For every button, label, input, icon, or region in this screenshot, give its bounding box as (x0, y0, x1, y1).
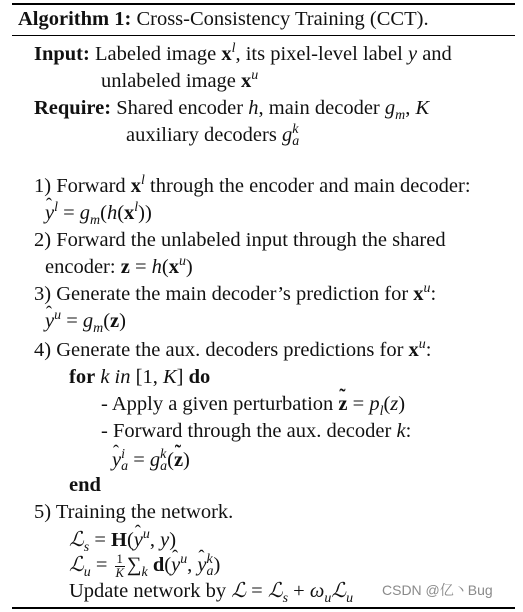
require-line-2: auxiliary decoders g k a (126, 121, 300, 150)
title-rule (12, 35, 515, 36)
step-2-line-1 (34, 228, 446, 252)
require-text-a: Shared encoder (116, 97, 249, 119)
loop-step-2: - Forward through the aux. decoder k: (101, 420, 412, 442)
loop-step-2-text: - Forward through the aux. decoder (101, 420, 397, 442)
step-3: 3) Generate the main decoder’s prediction for $x^u$: (34, 281, 437, 305)
require-text-d: auxiliary decoders (126, 124, 282, 146)
input-label: Input: (34, 43, 90, 65)
step-1-text-b: through the encoder and main decoder: (144, 175, 471, 197)
step-5-text: 5) Training the network. (34, 501, 234, 523)
in-keyword: in (114, 366, 131, 388)
algorithm-name: Cross-Consistency Training (CCT). (136, 8, 429, 30)
algorithm-label: Algorithm 1: (18, 8, 132, 30)
input-text-b: , its pixel-level label (235, 43, 408, 65)
end-keyword: end (69, 474, 101, 496)
input-text-d: unlabeled image (101, 70, 242, 92)
loop-step-1-text: - Apply a given perturbation (101, 393, 339, 415)
require-line-1: Require: Shared encoder h, main decoder $g_m$, K (34, 97, 430, 124)
update-line: Update network by ℒ = ℒ$_s$ + $\omega_uℒ_u$ (69, 578, 354, 607)
for-loop: for k in [1, K] do (69, 366, 211, 388)
step-1: 1) Forward $x^l$ through the encoder and main decoder: (34, 173, 471, 197)
input-text-c: and (417, 43, 452, 65)
bottom-rule (12, 607, 515, 609)
end-keyword-line (69, 473, 101, 497)
step-4-text: 4) Generate the aux. decoders predictions for (34, 339, 409, 361)
for-keyword: for (69, 366, 96, 388)
step-2-text: 2) Forward the unlabeled input through the shared (34, 229, 446, 251)
do-keyword: do (188, 366, 211, 388)
watermark: CSDN @亿丶Bug (382, 582, 493, 598)
update-text: Update network by (69, 580, 232, 602)
step-2-text-b: encoder: (45, 256, 121, 278)
require-text-c: , (405, 97, 416, 119)
loop-step-1: - Apply a given perturbation ˜ $z = p_l(z)$ (101, 392, 405, 416)
step-5 (34, 500, 233, 524)
loop-step-2-formula: ˆ y i a = g k a (˜ z) (112, 448, 190, 474)
loss-unsupervised: ℒ$_u$ = $\frac{1}{K}$ $\sum_k$ d(ˆ $y^u$, ˆ y k a ) (69, 552, 220, 580)
step-4: 4) Generate the aux. decoders predictions for $x^u$: (34, 337, 432, 361)
algorithm-title (18, 7, 429, 31)
math-x: x (221, 43, 232, 65)
loss-supervised: ℒ$_s$ = H(ˆ $y^u$, y) (69, 527, 176, 552)
require-text-b: , main decoder (258, 97, 385, 119)
require-label: Require: (34, 97, 112, 119)
step-1-text: 1) Forward (34, 175, 131, 197)
input-text-a: Labeled image (94, 43, 222, 65)
top-rule (12, 3, 515, 5)
input-line-1: Input: Labeled image $x^l$, its pixel-level label y and (34, 41, 452, 65)
step-3-text: 3) Generate the main decoder’s prediction for (34, 283, 414, 305)
step-2-line-2: encoder: $z = h(x^u)$ (45, 254, 193, 278)
step-1-formula: ˆ $y^l = g_m(h(x^l))$ (45, 201, 152, 225)
step-3-formula: ˆ $y^u = g_m(z)$ (45, 309, 126, 333)
input-line-2: unlabeled image $x^u$ (101, 68, 259, 92)
